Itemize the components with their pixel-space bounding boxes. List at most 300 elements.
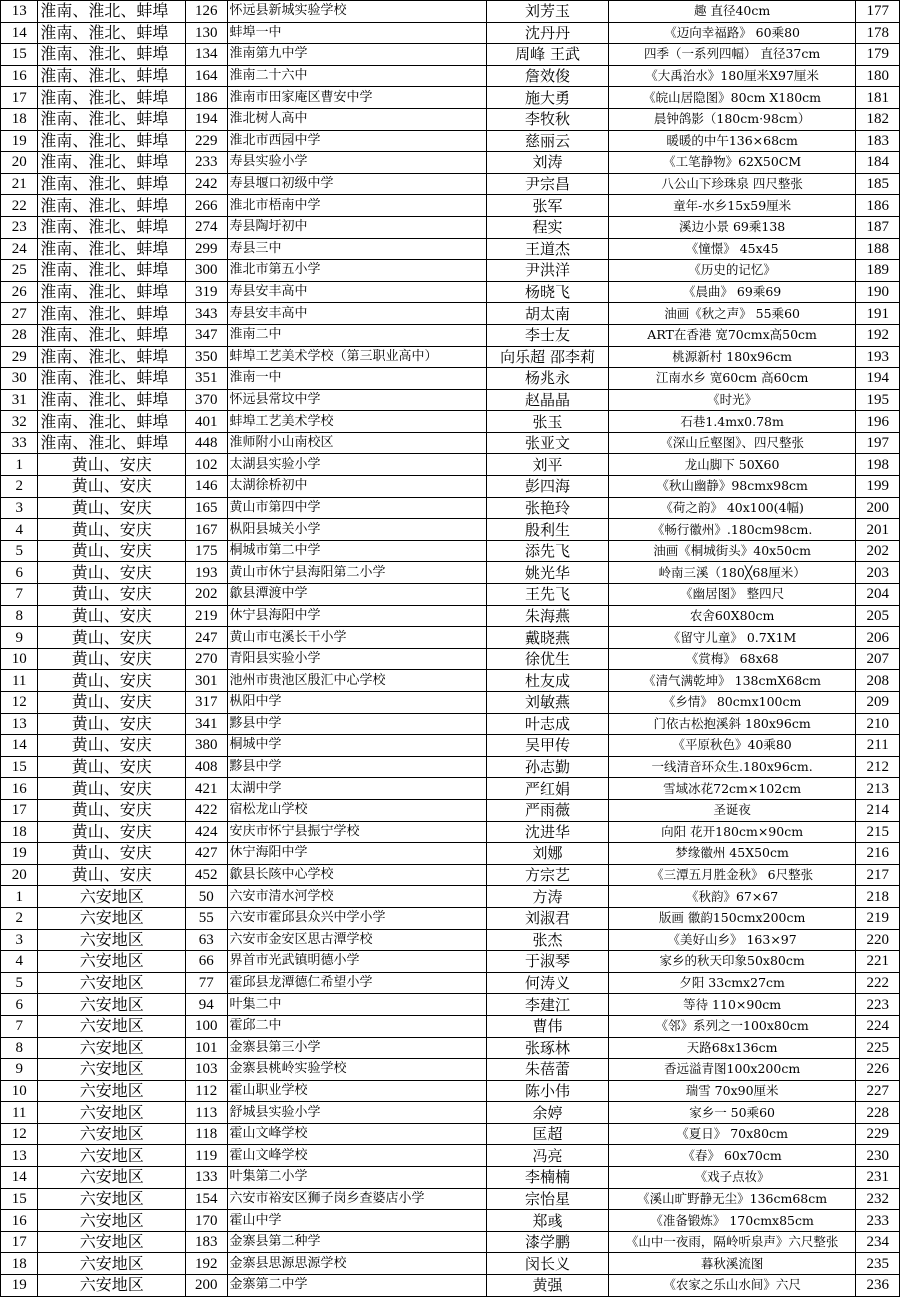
cell-seq-no: 16 bbox=[1, 778, 38, 800]
cell-author: 程实 bbox=[487, 216, 608, 238]
cell-school: 寿县堰口初级中学 bbox=[227, 173, 487, 195]
cell-work-title: ART在香港 宽70cmx高50cm bbox=[608, 324, 856, 346]
cell-entry-code: 146 bbox=[186, 476, 227, 498]
cell-seq-no: 14 bbox=[1, 1167, 38, 1189]
cell-work-title: 晨钟鸽影（180cm·98cm） bbox=[608, 108, 856, 130]
table-row bbox=[1, 843, 900, 865]
cell-region: 六安地区 bbox=[38, 1210, 186, 1232]
cell-seq-no: 31 bbox=[1, 389, 38, 411]
cell-entry-code: 448 bbox=[186, 432, 227, 454]
cell-seq-no: 4 bbox=[1, 951, 38, 973]
cell-school: 蚌埠一中 bbox=[227, 22, 487, 44]
cell-work-title: 农舍60X80cm bbox=[608, 605, 856, 627]
table-row bbox=[1, 1231, 900, 1253]
table-row bbox=[1, 368, 900, 390]
cell-final-no: 215 bbox=[856, 821, 900, 843]
cell-region: 六安地区 bbox=[38, 907, 186, 929]
cell-work-title: 《工笔静物》62X50CM bbox=[608, 152, 856, 174]
table-row bbox=[1, 1188, 900, 1210]
cell-author: 李建江 bbox=[487, 994, 608, 1016]
cell-author: 沈丹丹 bbox=[487, 22, 608, 44]
cell-school: 歙县潭渡中学 bbox=[227, 584, 487, 606]
cell-author: 张亚文 bbox=[487, 432, 608, 454]
table-row bbox=[1, 260, 900, 282]
cell-author: 施大勇 bbox=[487, 87, 608, 109]
cell-final-no: 187 bbox=[856, 216, 900, 238]
cell-seq-no: 16 bbox=[1, 1210, 38, 1232]
cell-seq-no: 28 bbox=[1, 324, 38, 346]
cell-region: 淮南、淮北、蚌埠 bbox=[38, 389, 186, 411]
cell-final-no: 216 bbox=[856, 843, 900, 865]
cell-entry-code: 154 bbox=[186, 1188, 227, 1210]
cell-region: 黄山、安庆 bbox=[38, 584, 186, 606]
cell-region: 六安地区 bbox=[38, 1102, 186, 1124]
cell-entry-code: 112 bbox=[186, 1080, 227, 1102]
cell-final-no: 193 bbox=[856, 346, 900, 368]
cell-author: 添先飞 bbox=[487, 540, 608, 562]
cell-school: 安庆市怀宁县振宁学校 bbox=[227, 821, 487, 843]
cell-entry-code: 202 bbox=[186, 584, 227, 606]
table-row bbox=[1, 994, 900, 1016]
table-row bbox=[1, 1145, 900, 1167]
table-row bbox=[1, 1015, 900, 1037]
cell-work-title: 《迈向幸福路》 60乘80 bbox=[608, 22, 856, 44]
cell-seq-no: 19 bbox=[1, 843, 38, 865]
cell-author: 徐优生 bbox=[487, 648, 608, 670]
table-row bbox=[1, 195, 900, 217]
cell-work-title: 天路68x136cm bbox=[608, 1037, 856, 1059]
cell-school: 寿县安丰高中 bbox=[227, 303, 487, 325]
cell-work-title: 《时光》 bbox=[608, 389, 856, 411]
cell-school: 太湖中学 bbox=[227, 778, 487, 800]
cell-seq-no: 14 bbox=[1, 22, 38, 44]
cell-seq-no: 20 bbox=[1, 864, 38, 886]
cell-work-title: 《皖山居隐图》80cm X180cm bbox=[608, 87, 856, 109]
cell-entry-code: 452 bbox=[186, 864, 227, 886]
table-row bbox=[1, 735, 900, 757]
cell-school: 霍山职业学校 bbox=[227, 1080, 487, 1102]
table-row bbox=[1, 476, 900, 498]
cell-region: 六安地区 bbox=[38, 1231, 186, 1253]
cell-entry-code: 101 bbox=[186, 1037, 227, 1059]
cell-author: 朱蓓蕾 bbox=[487, 1059, 608, 1081]
cell-school: 桐城市第二中学 bbox=[227, 540, 487, 562]
cell-entry-code: 130 bbox=[186, 22, 227, 44]
cell-region: 淮南、淮北、蚌埠 bbox=[38, 324, 186, 346]
cell-final-no: 204 bbox=[856, 584, 900, 606]
table-row bbox=[1, 324, 900, 346]
cell-author: 彭四海 bbox=[487, 476, 608, 498]
cell-region: 黄山、安庆 bbox=[38, 670, 186, 692]
cell-entry-code: 192 bbox=[186, 1253, 227, 1275]
cell-entry-code: 63 bbox=[186, 929, 227, 951]
cell-entry-code: 266 bbox=[186, 195, 227, 217]
cell-region: 淮南、淮北、蚌埠 bbox=[38, 238, 186, 260]
cell-author: 赵晶晶 bbox=[487, 389, 608, 411]
cell-region: 淮南、淮北、蚌埠 bbox=[38, 411, 186, 433]
cell-school: 淮北市西园中学 bbox=[227, 130, 487, 152]
cell-region: 黄山、安庆 bbox=[38, 454, 186, 476]
cell-final-no: 184 bbox=[856, 152, 900, 174]
cell-school: 金寨第二中学 bbox=[227, 1275, 487, 1297]
table-row bbox=[1, 907, 900, 929]
cell-seq-no: 5 bbox=[1, 540, 38, 562]
cell-region: 黄山、安庆 bbox=[38, 713, 186, 735]
cell-final-no: 196 bbox=[856, 411, 900, 433]
cell-work-title: 暖暖的中午136×68cm bbox=[608, 130, 856, 152]
cell-author: 殷利生 bbox=[487, 519, 608, 541]
cell-work-title: 《平原秋色》40乘80 bbox=[608, 735, 856, 757]
cell-region: 淮南、淮北、蚌埠 bbox=[38, 432, 186, 454]
cell-final-no: 202 bbox=[856, 540, 900, 562]
cell-final-no: 212 bbox=[856, 756, 900, 778]
cell-author: 郑彧 bbox=[487, 1210, 608, 1232]
cell-region: 六安地区 bbox=[38, 1145, 186, 1167]
cell-seq-no: 24 bbox=[1, 238, 38, 260]
table-row bbox=[1, 65, 900, 87]
cell-region: 淮南、淮北、蚌埠 bbox=[38, 1, 186, 23]
cell-seq-no: 8 bbox=[1, 1037, 38, 1059]
cell-author: 李楠楠 bbox=[487, 1167, 608, 1189]
cell-school: 淮师附小山南校区 bbox=[227, 432, 487, 454]
cell-region: 淮南、淮北、蚌埠 bbox=[38, 173, 186, 195]
cell-final-no: 183 bbox=[856, 130, 900, 152]
cell-work-title: 溪边小景 69乘138 bbox=[608, 216, 856, 238]
cell-school: 金寨县第三小学 bbox=[227, 1037, 487, 1059]
cell-work-title: 趣 直径40cm bbox=[608, 1, 856, 23]
table-row bbox=[1, 1102, 900, 1124]
table-row bbox=[1, 519, 900, 541]
cell-author: 刘淑君 bbox=[487, 907, 608, 929]
table-row bbox=[1, 152, 900, 174]
cell-school: 淮北市第五小学 bbox=[227, 260, 487, 282]
cell-final-no: 227 bbox=[856, 1080, 900, 1102]
cell-work-title: 雪域冰花72cm×102cm bbox=[608, 778, 856, 800]
cell-region: 黄山、安庆 bbox=[38, 821, 186, 843]
cell-entry-code: 119 bbox=[186, 1145, 227, 1167]
cell-author: 杨晓飞 bbox=[487, 281, 608, 303]
cell-final-no: 188 bbox=[856, 238, 900, 260]
cell-entry-code: 193 bbox=[186, 562, 227, 584]
cell-school: 寿县陶圩初中 bbox=[227, 216, 487, 238]
cell-final-no: 180 bbox=[856, 65, 900, 87]
cell-school: 青阳县实验小学 bbox=[227, 648, 487, 670]
cell-seq-no: 9 bbox=[1, 1059, 38, 1081]
cell-entry-code: 242 bbox=[186, 173, 227, 195]
cell-school: 金寨县第二种学 bbox=[227, 1231, 487, 1253]
cell-entry-code: 350 bbox=[186, 346, 227, 368]
cell-school: 淮南一中 bbox=[227, 368, 487, 390]
cell-entry-code: 229 bbox=[186, 130, 227, 152]
cell-author: 戴晓燕 bbox=[487, 627, 608, 649]
table-row bbox=[1, 346, 900, 368]
cell-entry-code: 94 bbox=[186, 994, 227, 1016]
cell-final-no: 206 bbox=[856, 627, 900, 649]
cell-school: 蚌埠工艺美术学校 bbox=[227, 411, 487, 433]
cell-seq-no: 15 bbox=[1, 756, 38, 778]
cell-region: 六安地区 bbox=[38, 1188, 186, 1210]
table-row bbox=[1, 627, 900, 649]
cell-school: 淮南第九中学 bbox=[227, 44, 487, 66]
cell-school: 黟县中学 bbox=[227, 756, 487, 778]
cell-entry-code: 118 bbox=[186, 1123, 227, 1145]
cell-work-title: 《秋山幽静》98cmx98cm bbox=[608, 476, 856, 498]
cell-final-no: 217 bbox=[856, 864, 900, 886]
cell-region: 淮南、淮北、蚌埠 bbox=[38, 130, 186, 152]
table-row bbox=[1, 173, 900, 195]
cell-author: 胡太南 bbox=[487, 303, 608, 325]
cell-seq-no: 1 bbox=[1, 454, 38, 476]
cell-final-no: 225 bbox=[856, 1037, 900, 1059]
cell-seq-no: 13 bbox=[1, 1145, 38, 1167]
cell-author: 曹伟 bbox=[487, 1015, 608, 1037]
cell-final-no: 200 bbox=[856, 497, 900, 519]
cell-work-title: 《农家之乐山水间》六尺 bbox=[608, 1275, 856, 1297]
table-row bbox=[1, 87, 900, 109]
cell-entry-code: 194 bbox=[186, 108, 227, 130]
cell-final-no: 219 bbox=[856, 907, 900, 929]
cell-region: 六安地区 bbox=[38, 1037, 186, 1059]
cell-final-no: 177 bbox=[856, 1, 900, 23]
cell-school: 枞阳县城关小学 bbox=[227, 519, 487, 541]
cell-school: 淮南市田家庵区曹安中学 bbox=[227, 87, 487, 109]
cell-seq-no: 15 bbox=[1, 44, 38, 66]
cell-school: 桐城中学 bbox=[227, 735, 487, 757]
cell-school: 黄山市休宁县海阳第二小学 bbox=[227, 562, 487, 584]
cell-entry-code: 167 bbox=[186, 519, 227, 541]
cell-author: 陈小伟 bbox=[487, 1080, 608, 1102]
cell-author: 何涛义 bbox=[487, 972, 608, 994]
cell-seq-no: 11 bbox=[1, 1102, 38, 1124]
cell-entry-code: 134 bbox=[186, 44, 227, 66]
cell-work-title: 四季（一系列四幅） 直径37cm bbox=[608, 44, 856, 66]
cell-final-no: 185 bbox=[856, 173, 900, 195]
cell-work-title: 夕阳 33cmx27cm bbox=[608, 972, 856, 994]
cell-seq-no: 11 bbox=[1, 670, 38, 692]
cell-final-no: 213 bbox=[856, 778, 900, 800]
cell-work-title: 《春》 60x70cm bbox=[608, 1145, 856, 1167]
table-row bbox=[1, 432, 900, 454]
cell-final-no: 211 bbox=[856, 735, 900, 757]
cell-final-no: 192 bbox=[856, 324, 900, 346]
table-row bbox=[1, 1059, 900, 1081]
cell-seq-no: 7 bbox=[1, 584, 38, 606]
cell-region: 六安地区 bbox=[38, 1123, 186, 1145]
cell-work-title: 《戏子点妆》 bbox=[608, 1167, 856, 1189]
table-row bbox=[1, 886, 900, 908]
cell-region: 淮南、淮北、蚌埠 bbox=[38, 87, 186, 109]
cell-region: 六安地区 bbox=[38, 1059, 186, 1081]
cell-region: 六安地区 bbox=[38, 1080, 186, 1102]
cell-author: 于淑琴 bbox=[487, 951, 608, 973]
cell-seq-no: 21 bbox=[1, 173, 38, 195]
cell-school: 六安市金安区思古潭学校 bbox=[227, 929, 487, 951]
cell-school: 淮北市梧南中学 bbox=[227, 195, 487, 217]
cell-final-no: 232 bbox=[856, 1188, 900, 1210]
cell-author: 杨兆永 bbox=[487, 368, 608, 390]
cell-school: 池州市贵池区殷汇中心学校 bbox=[227, 670, 487, 692]
cell-entry-code: 347 bbox=[186, 324, 227, 346]
cell-work-title: 《大禹治水》180厘米X97厘米 bbox=[608, 65, 856, 87]
cell-school: 霍邱二中 bbox=[227, 1015, 487, 1037]
table-row bbox=[1, 799, 900, 821]
cell-school: 霍山文峰学校 bbox=[227, 1145, 487, 1167]
cell-region: 淮南、淮北、蚌埠 bbox=[38, 152, 186, 174]
cell-work-title: 《赏梅》 68x68 bbox=[608, 648, 856, 670]
cell-region: 黄山、安庆 bbox=[38, 648, 186, 670]
cell-seq-no: 29 bbox=[1, 346, 38, 368]
cell-region: 淮南、淮北、蚌埠 bbox=[38, 195, 186, 217]
cell-seq-no: 14 bbox=[1, 735, 38, 757]
cell-final-no: 226 bbox=[856, 1059, 900, 1081]
cell-entry-code: 317 bbox=[186, 692, 227, 714]
cell-author: 詹效俊 bbox=[487, 65, 608, 87]
cell-author: 尹宗昌 bbox=[487, 173, 608, 195]
cell-author: 张杰 bbox=[487, 929, 608, 951]
cell-school: 寿县实验小学 bbox=[227, 152, 487, 174]
cell-work-title: 桃源新村 180x96cm bbox=[608, 346, 856, 368]
cell-seq-no: 17 bbox=[1, 799, 38, 821]
cell-work-title: 香远溢青图100x200cm bbox=[608, 1059, 856, 1081]
cell-work-title: 等待 110×90cm bbox=[608, 994, 856, 1016]
cell-entry-code: 66 bbox=[186, 951, 227, 973]
cell-seq-no: 12 bbox=[1, 692, 38, 714]
cell-region: 六安地区 bbox=[38, 1167, 186, 1189]
cell-final-no: 190 bbox=[856, 281, 900, 303]
cell-final-no: 209 bbox=[856, 692, 900, 714]
cell-final-no: 197 bbox=[856, 432, 900, 454]
cell-final-no: 224 bbox=[856, 1015, 900, 1037]
cell-school: 休宁县海阳中学 bbox=[227, 605, 487, 627]
cell-entry-code: 274 bbox=[186, 216, 227, 238]
cell-final-no: 186 bbox=[856, 195, 900, 217]
table-row bbox=[1, 605, 900, 627]
cell-author: 王先飞 bbox=[487, 584, 608, 606]
cell-region: 黄山、安庆 bbox=[38, 735, 186, 757]
cell-author: 刘敏燕 bbox=[487, 692, 608, 714]
cell-region: 黄山、安庆 bbox=[38, 540, 186, 562]
cell-seq-no: 17 bbox=[1, 87, 38, 109]
cell-author: 黄强 bbox=[487, 1275, 608, 1297]
cell-region: 六安地区 bbox=[38, 1275, 186, 1297]
cell-seq-no: 4 bbox=[1, 519, 38, 541]
cell-entry-code: 351 bbox=[186, 368, 227, 390]
cell-work-title: 岭南三溪（180╳68厘米） bbox=[608, 562, 856, 584]
cell-region: 六安地区 bbox=[38, 929, 186, 951]
table-row bbox=[1, 1080, 900, 1102]
cell-work-title: 家乡的秋天印象50x80cm bbox=[608, 951, 856, 973]
table-row bbox=[1, 670, 900, 692]
cell-author: 叶志成 bbox=[487, 713, 608, 735]
cell-seq-no: 17 bbox=[1, 1231, 38, 1253]
cell-work-title: 江南水乡 宽60cm 高60cm bbox=[608, 368, 856, 390]
cell-region: 淮南、淮北、蚌埠 bbox=[38, 303, 186, 325]
cell-work-title: 《幽居图》 整四尺 bbox=[608, 584, 856, 606]
cell-final-no: 234 bbox=[856, 1231, 900, 1253]
cell-seq-no: 6 bbox=[1, 562, 38, 584]
cell-author: 李牧秋 bbox=[487, 108, 608, 130]
cell-final-no: 218 bbox=[856, 886, 900, 908]
table-row bbox=[1, 562, 900, 584]
cell-region: 黄山、安庆 bbox=[38, 519, 186, 541]
cell-school: 金寨县桃岭实验学校 bbox=[227, 1059, 487, 1081]
cell-author: 刘涛 bbox=[487, 152, 608, 174]
cell-final-no: 230 bbox=[856, 1145, 900, 1167]
cell-school: 枞阳中学 bbox=[227, 692, 487, 714]
table-row bbox=[1, 1167, 900, 1189]
cell-work-title: 版画 徽韵150cmx200cm bbox=[608, 907, 856, 929]
table-row bbox=[1, 951, 900, 973]
cell-author: 严雨薇 bbox=[487, 799, 608, 821]
cell-author: 漆学鹏 bbox=[487, 1231, 608, 1253]
cell-author: 刘平 bbox=[487, 454, 608, 476]
cell-seq-no: 32 bbox=[1, 411, 38, 433]
cell-school: 叶集二中 bbox=[227, 994, 487, 1016]
cell-seq-no: 18 bbox=[1, 1253, 38, 1275]
cell-work-title: 一线清音环众生.180x96cm. bbox=[608, 756, 856, 778]
cell-region: 六安地区 bbox=[38, 1015, 186, 1037]
cell-school: 寿县安丰高中 bbox=[227, 281, 487, 303]
cell-final-no: 223 bbox=[856, 994, 900, 1016]
cell-entry-code: 300 bbox=[186, 260, 227, 282]
cell-region: 六安地区 bbox=[38, 1253, 186, 1275]
table-row bbox=[1, 497, 900, 519]
table-row bbox=[1, 972, 900, 994]
cell-entry-code: 102 bbox=[186, 454, 227, 476]
cell-entry-code: 219 bbox=[186, 605, 227, 627]
cell-school: 怀远县常坟中学 bbox=[227, 389, 487, 411]
cell-work-title: 油画《桐城街头》40x50cm bbox=[608, 540, 856, 562]
cell-final-no: 205 bbox=[856, 605, 900, 627]
cell-seq-no: 2 bbox=[1, 476, 38, 498]
cell-work-title: 八公山下珍珠泉 四尺整张 bbox=[608, 173, 856, 195]
cell-seq-no: 26 bbox=[1, 281, 38, 303]
cell-author: 朱海燕 bbox=[487, 605, 608, 627]
cell-author: 向乐超 邵李莉 bbox=[487, 346, 608, 368]
cell-entry-code: 370 bbox=[186, 389, 227, 411]
cell-work-title: 《历史的记忆》 bbox=[608, 260, 856, 282]
cell-entry-code: 424 bbox=[186, 821, 227, 843]
cell-author: 方涛 bbox=[487, 886, 608, 908]
table-row bbox=[1, 648, 900, 670]
cell-seq-no: 13 bbox=[1, 1, 38, 23]
cell-entry-code: 401 bbox=[186, 411, 227, 433]
cell-entry-code: 164 bbox=[186, 65, 227, 87]
cell-school: 淮北树人高中 bbox=[227, 108, 487, 130]
cell-seq-no: 16 bbox=[1, 65, 38, 87]
cell-work-title: 暮秋溪流图 bbox=[608, 1253, 856, 1275]
cell-entry-code: 380 bbox=[186, 735, 227, 757]
cell-final-no: 191 bbox=[856, 303, 900, 325]
cell-work-title: 门依古松抱溪斜 180x96cm bbox=[608, 713, 856, 735]
cell-entry-code: 422 bbox=[186, 799, 227, 821]
cell-school: 寿县三中 bbox=[227, 238, 487, 260]
cell-author: 匡超 bbox=[487, 1123, 608, 1145]
cell-work-title: 《深山丘壑图》、四尺整张 bbox=[608, 432, 856, 454]
cell-school: 太湖县实验小学 bbox=[227, 454, 487, 476]
table-row bbox=[1, 1, 900, 23]
cell-school: 黟县中学 bbox=[227, 713, 487, 735]
cell-author: 刘娜 bbox=[487, 843, 608, 865]
cell-seq-no: 3 bbox=[1, 497, 38, 519]
cell-final-no: 229 bbox=[856, 1123, 900, 1145]
cell-author: 宗怡星 bbox=[487, 1188, 608, 1210]
cell-work-title: 《清气满乾坤》 138cmX68cm bbox=[608, 670, 856, 692]
cell-work-title: 《憧憬》 45x45 bbox=[608, 238, 856, 260]
cell-work-title: 向阳 花开180cm×90cm bbox=[608, 821, 856, 843]
cell-school: 黄山市屯溪长干小学 bbox=[227, 627, 487, 649]
cell-region: 黄山、安庆 bbox=[38, 843, 186, 865]
